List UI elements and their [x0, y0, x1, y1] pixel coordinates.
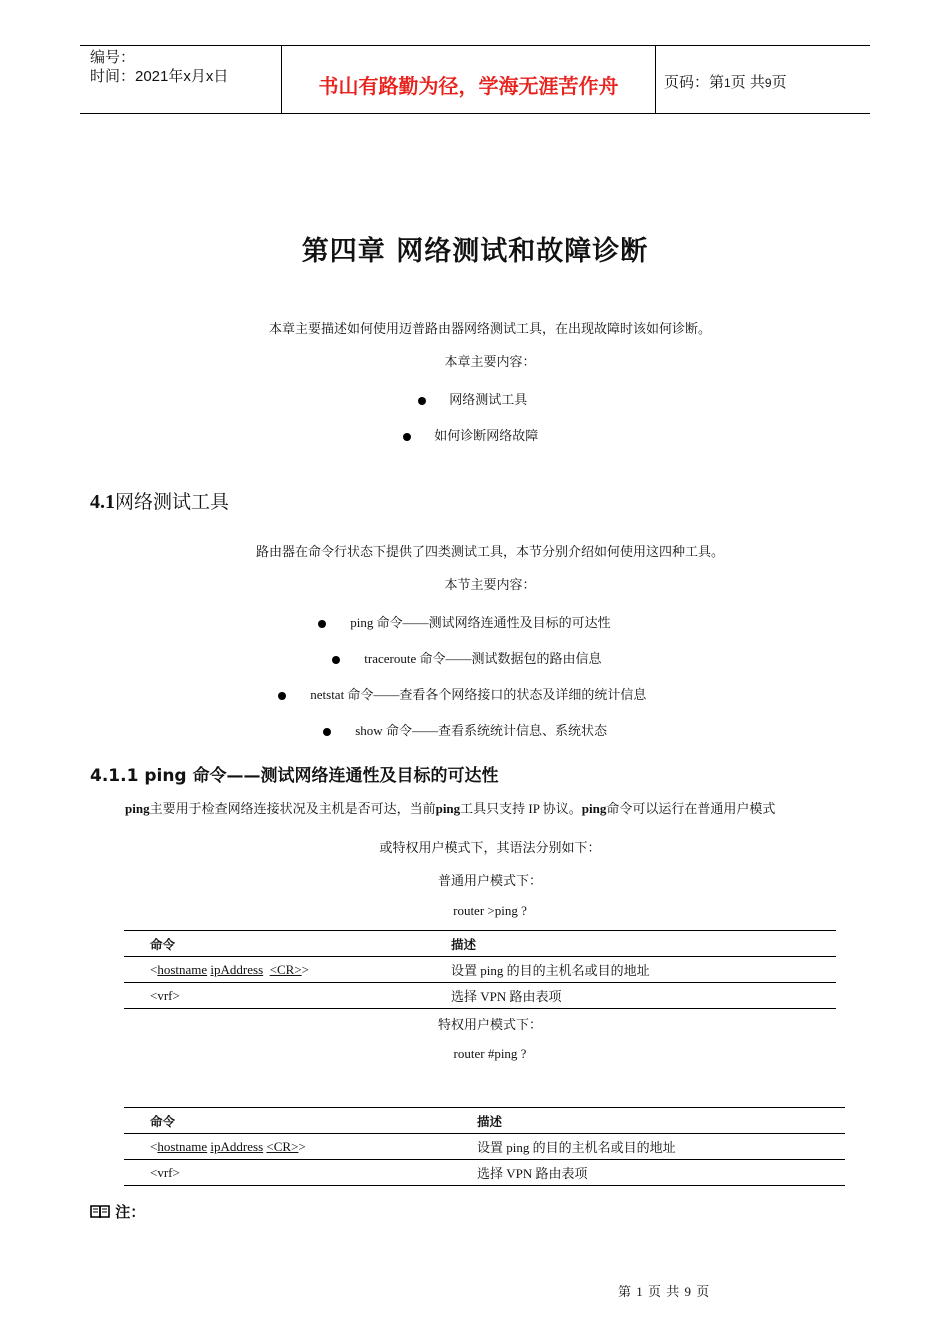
- chapter-title: 第四章 网络测试和故障诊断: [301, 236, 649, 267]
- list-item: show 命令——查看系统统计信息、系统状态: [323, 720, 607, 739]
- bullet-icon: [323, 728, 331, 736]
- chapter-intro: 本章主要描述如何使用迈普路由器网络测试工具，在出现故障时该如何诊断。: [268, 321, 711, 336]
- list-item: 如何诊断网络故障: [403, 425, 538, 444]
- section-heading: 4.1网络测试工具: [90, 491, 230, 513]
- section-contents-label: 本节主要内容：: [444, 577, 536, 592]
- table-cell: 设置 ping 的目的主机名或目的地址: [451, 963, 650, 978]
- header-divider: [655, 45, 656, 113]
- header-time: 时间：2021年x月x日: [90, 68, 229, 85]
- header-bottom-rule: [80, 113, 870, 114]
- header-page-number: 页码：第1页 共9页: [664, 74, 787, 91]
- table-cell: <hostname ipAddress <CR>>: [150, 1138, 306, 1154]
- bullet-icon: [403, 433, 411, 441]
- privileged-mode-label: 特权用户模式下：: [437, 1017, 542, 1032]
- bullet-icon: [418, 397, 426, 405]
- subsection-heading: 4.1.1 ping 命令——测试网络连通性及目标的可达性: [90, 766, 499, 786]
- table-cell: 选择 VPN 路由表项: [451, 989, 562, 1004]
- table-header-cell: 命令: [150, 1113, 176, 1129]
- bullet-icon: [332, 656, 340, 664]
- table-row: [124, 957, 836, 983]
- table-cell: <hostname ipAddress <CR>>: [150, 961, 309, 977]
- header-meta: [90, 48, 228, 86]
- privileged-mode-command: router #ping ?: [453, 1046, 527, 1061]
- list-item: netstat 命令——查看各个网络接口的状态及详细的统计信息: [278, 684, 646, 703]
- table-header-cell: 描述: [451, 936, 477, 952]
- list-item: traceroute 命令——测试数据包的路由信息: [332, 648, 601, 667]
- table-cell: 设置 ping 的目的主机名或目的地址: [477, 1140, 676, 1155]
- header-top-rule: [80, 45, 870, 46]
- bullet-icon: [278, 692, 286, 700]
- privileged-mode-table: [124, 1107, 845, 1186]
- section-intro: 路由器在命令行状态下提供了四类测试工具，本节分别介绍如何使用这四种工具。: [255, 544, 724, 559]
- header-number: 编号：: [90, 49, 136, 66]
- header-motto: 书山有路勤为径，学海无涯苦作舟: [318, 74, 619, 98]
- chapter-contents-label: 本章主要内容：: [444, 354, 536, 369]
- table-header-cell: 命令: [150, 936, 176, 952]
- ping-description: ping主要用于检查网络连接状况及主机是否可达，当前ping工具只支持 IP 协议。ping命令可以运行在普通用户模式: [125, 801, 776, 816]
- normal-mode-label: 普通用户模式下：: [437, 873, 542, 888]
- note-callout: 注：: [90, 1201, 145, 1222]
- list-item: ping 命令——测试网络连通性及目标的可达性: [318, 612, 611, 631]
- table-header-row: [124, 931, 836, 957]
- normal-mode-command: router >ping ?: [453, 903, 527, 918]
- list-item: 网络测试工具: [418, 389, 527, 408]
- table-header-cell: 描述: [477, 1113, 503, 1129]
- normal-mode-table: [124, 930, 836, 1009]
- table-row: [124, 983, 836, 1009]
- bullet-icon: [318, 620, 326, 628]
- ping-description-cont: 或特权用户模式下，其语法分别如下：: [379, 840, 601, 855]
- book-icon: [90, 1204, 110, 1219]
- table-header-row: [124, 1108, 845, 1134]
- table-row: [124, 1134, 845, 1160]
- table-cell: 选择 VPN 路由表项: [477, 1166, 588, 1181]
- table-row: [124, 1160, 845, 1186]
- table-cell: <vrf>: [150, 987, 180, 1003]
- page-footer: 第 1 页 共 9 页: [618, 1284, 711, 1299]
- table-cell: <vrf>: [150, 1164, 180, 1180]
